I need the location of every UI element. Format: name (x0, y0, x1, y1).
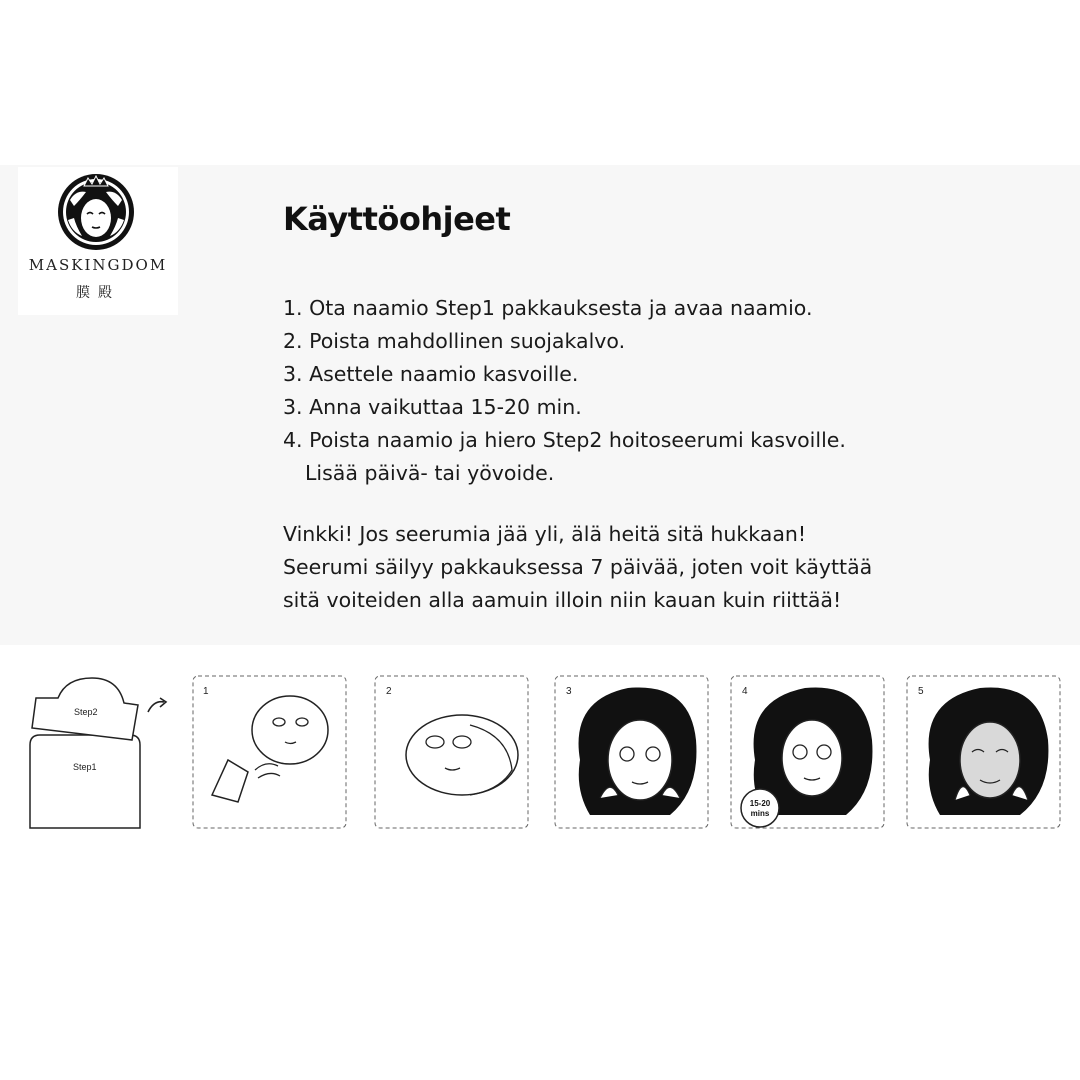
mask-logo-icon (52, 170, 140, 252)
instruction-list (283, 292, 846, 490)
instruction-step: 3. Asettele naamio kasvoille. (283, 362, 579, 386)
step-1-illustration (193, 676, 346, 828)
step-number: 4 (742, 686, 748, 697)
brand-chinese-name: 膜殿 (76, 285, 120, 301)
instruction-step: 3. Anna vaikuttaa 15-20 min. (283, 395, 582, 419)
step-number: 1 (203, 686, 209, 697)
step-number: 3 (566, 686, 572, 697)
step-4-illustration (731, 676, 884, 828)
instruction-step: 1. Ota naamio Step1 pakkauksesta ja avaa naamio. (283, 296, 813, 320)
instruction-step: 2. Poista mahdollinen suojakalvo. (283, 329, 626, 353)
usage-illustrations (0, 665, 1080, 840)
mask-package-illustration (30, 678, 166, 828)
step-2-illustration (375, 676, 528, 828)
tip-line: Seerumi säilyy pakkauksessa 7 päivää, joten voit käyttää (283, 555, 873, 579)
tip-paragraph (283, 518, 872, 617)
step-5-illustration (907, 676, 1060, 828)
timer-label-bottom: mins (750, 809, 770, 818)
package-top-label: Step2 (74, 707, 98, 717)
tip-line: sitä voiteiden alla aamuin illoin niin kauan kuin riittää! (283, 588, 842, 612)
page-title: Käyttöohjeet (283, 200, 511, 238)
step-3-illustration (555, 676, 708, 828)
package-bottom-label: Step1 (73, 762, 97, 772)
instruction-step-continuation: Lisää päivä- tai yövoide. (305, 461, 555, 485)
tip-line: Vinkki! Jos seerumia jää yli, älä heitä sitä hukkaan! (283, 522, 807, 546)
brand-name: MASKINGDOM (28, 256, 168, 274)
step-number: 2 (386, 686, 392, 697)
step-number: 5 (918, 686, 924, 697)
timer-label-top: 15-20 (749, 799, 771, 808)
instruction-step: 4. Poista naamio ja hiero Step2 hoitoseerumi kasvoille. (283, 428, 846, 452)
